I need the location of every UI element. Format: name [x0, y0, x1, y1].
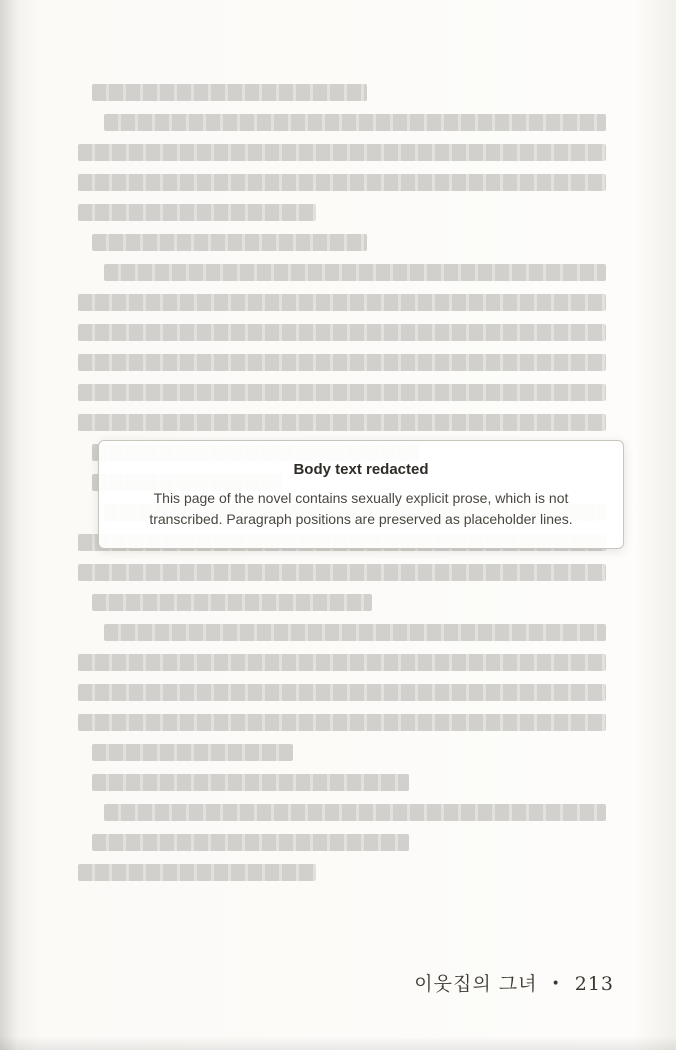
redaction-notice-title: Body text redacted [293, 461, 429, 478]
scan-shadow-bottom [0, 1036, 676, 1050]
redacted-text-line [104, 114, 606, 131]
redacted-text-line [78, 654, 606, 671]
redacted-text-line [78, 864, 316, 881]
redaction-notice-message: This page of the novel contains sexually explicit prose, which is not transcribed. Paragraph positions are preserved as placeholder lines. [149, 489, 573, 527]
redacted-text-line [78, 204, 316, 221]
page-number: 213 [574, 973, 614, 995]
redacted-text-line [104, 264, 606, 281]
redacted-text-line [78, 414, 606, 431]
redacted-text-line [92, 834, 409, 851]
redacted-text-line [78, 144, 606, 161]
redacted-text-line [78, 324, 606, 341]
redacted-text-line [92, 774, 409, 791]
redacted-text-line [78, 294, 606, 311]
redacted-text-line [78, 564, 606, 581]
redacted-text-line [92, 594, 372, 611]
redacted-text-line [78, 174, 606, 191]
redacted-text-line [78, 714, 606, 731]
redacted-text-line [92, 84, 367, 101]
page-footer [414, 969, 614, 996]
redaction-notice [98, 440, 624, 549]
redacted-text-line [78, 384, 606, 401]
scan-shadow-left [0, 0, 18, 1050]
footer-separator: • [551, 976, 561, 992]
redacted-text-line [104, 624, 606, 641]
redacted-text-line [92, 234, 367, 251]
redacted-text-line [78, 354, 606, 371]
redacted-text-line [92, 744, 293, 761]
redacted-text-line [104, 804, 606, 821]
redacted-text-line [78, 684, 606, 701]
book-title: 이웃집의 그녀 [414, 973, 538, 995]
